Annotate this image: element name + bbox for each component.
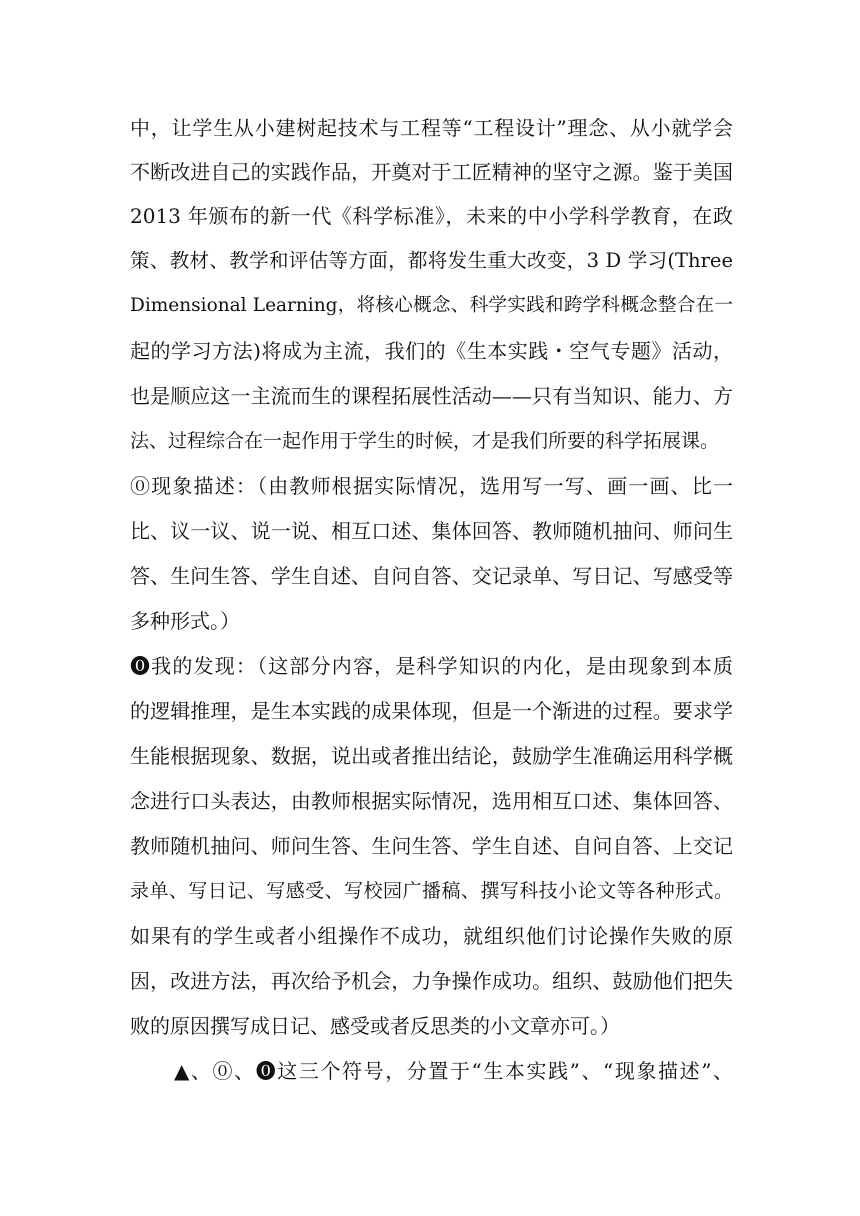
- discovery-line-9: 败的原因撰写成日记、感受或者反思类的小文章亦可。）: [130, 1014, 620, 1038]
- symbols-line-1: ▲、⓪、⓿这三个符号，分置于“生本实践”、“现象描述”、: [174, 1059, 733, 1083]
- phenomenon-line-1: ⓪现象描述：（由教师根据实际情况，选用写一写、画一画、比一: [130, 474, 733, 498]
- paragraph-line-8: 法、过程综合在一起作用于学生的时候，才是我们所要的科学拓展课。: [130, 430, 720, 452]
- paragraph-line-4: 策、教材、教学和评估等方面，都将发生重大改变，3 D 学习(Three: [130, 249, 733, 272]
- discovery-line-3: 生能根据现象、数据，说出或者推出结论，鼓励学生准确运用科学概: [130, 744, 733, 768]
- paragraph-line-3: 2013 年颁布的新一代《科学标准》，未来的中小学科学教育，在政: [130, 204, 733, 228]
- phenomenon-line-4: 多种形式。）: [130, 609, 240, 633]
- paragraph-line-1: 中，让学生从小建树起技术与工程等“工程设计”理念、从小就学会: [130, 116, 733, 140]
- paragraph-line-5: Dimensional Learning，将核心概念、科学实践和跨学科概念整合在一: [130, 295, 733, 316]
- discovery-line-1: ⓿我的发现：（这部分内容，是科学知识的内化，是由现象到本质: [130, 654, 733, 678]
- paragraph-line-2: 不断改进自己的实践作品，开奠对于工匠精神的坚守之源。鉴于美国: [130, 160, 733, 184]
- discovery-line-5: 教师随机抽问、师问生答、生问生答、学生自述、自问自答、上交记: [130, 834, 733, 858]
- discovery-line-4: 念进行口头表达，由教师根据实际情况，选用相互口述、集体回答、: [130, 789, 733, 813]
- discovery-line-8: 因，改进方法，再次给予机会，力争操作成功。组织、鼓励他们把失: [130, 969, 733, 993]
- discovery-line-6: 录单、写日记、写感受、写校园广播稿、撰写科技小论文等各种形式。: [130, 880, 733, 902]
- phenomenon-line-3: 答、生问生答、学生自述、自问自答、交记录单、写日记、写感受等: [130, 564, 733, 588]
- discovery-line-2: 的逻辑推理，是生本实践的成果体现，但是一个渐进的过程。要求学: [130, 699, 733, 723]
- phenomenon-line-2: 比、议一议、说一说、相互口述、集体回答、教师随机抽问、师问生: [130, 519, 733, 543]
- discovery-line-7: 如果有的学生或者小组操作不成功，就组织他们讨论操作失败的原: [130, 924, 733, 948]
- paragraph-line-7: 也是顺应这一主流而生的课程拓展性活动——只有当知识、能力、方: [130, 384, 733, 408]
- paragraph-line-6: 起的学习方法)将成为主流，我们的《生本实践・空气专题》活动，: [130, 339, 733, 363]
